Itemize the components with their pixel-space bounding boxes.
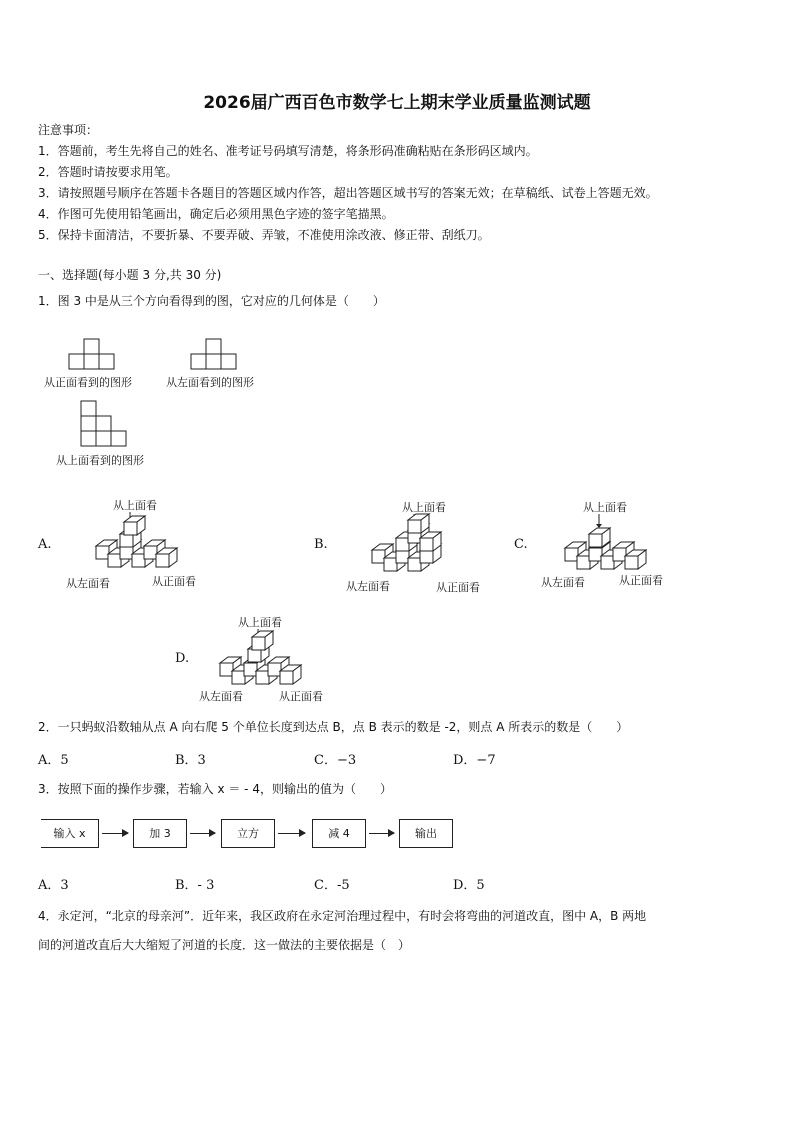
- section-heading: 一、选择题(每小题 3 分,共 30 分): [38, 268, 222, 282]
- left-view-label: 从左面看: [541, 576, 585, 589]
- front-view-label: 从正面看: [436, 581, 480, 594]
- left-view-label: 从左面看: [66, 577, 110, 590]
- option-a-label[interactable]: A.: [38, 537, 52, 552]
- front-view-label: 从正面看: [619, 574, 663, 587]
- option-c-label[interactable]: C.: [514, 537, 528, 552]
- notice-item: 4．作图可先使用铅笔画出，确定后必须用黑色字迹的签字笔描黑。: [38, 207, 394, 221]
- unit-cube: [252, 631, 273, 650]
- q2-option-b[interactable]: B．3: [175, 753, 206, 768]
- flow-arrow: [278, 833, 305, 834]
- flow-arrow: [190, 833, 215, 834]
- front-view-caption: 从正面看到的图形: [44, 376, 132, 389]
- top-view-caption: 从上面看到的图形: [56, 454, 144, 467]
- front-view-label: 从正面看: [279, 690, 323, 703]
- notice-item: 1．答题前，考生先将自己的姓名、准考证号码填写清楚，将条形码准确粘贴在条形码区域内。: [38, 144, 538, 158]
- front-view-figure: [68, 338, 118, 370]
- left-view-figure: [190, 338, 240, 370]
- page-title: 2026届广西百色市数学七上期末学业质量监测试题: [203, 93, 591, 113]
- question-2-text: 2．一只蚂蚁沿数轴从点 A 向右爬 5 个单位长度到达点 B，点 B 表示的数是 -2，则点 A 所表示的数是（ ）: [38, 720, 629, 734]
- top-view-figure: [80, 400, 130, 448]
- notice-item: 2．答题时请按要求用笔。: [38, 165, 178, 179]
- top-view-label: 从上面看: [402, 501, 446, 514]
- flow-add-box: 加 3: [133, 819, 187, 848]
- notice-heading: 注意事项：: [38, 123, 99, 137]
- flow-subtract-box: 减 4: [312, 819, 366, 848]
- option-b-cube-figure: [370, 512, 454, 587]
- option-b-label[interactable]: B.: [314, 537, 328, 552]
- q3-option-a[interactable]: A．3: [38, 878, 69, 893]
- flow-output-box: 输出: [399, 819, 453, 848]
- option-d-label[interactable]: D.: [175, 651, 190, 666]
- question-1-text: 1．图 3 中是从三个方向看得到的图，它对应的几何体是（ ）: [38, 294, 385, 308]
- q3-option-c[interactable]: C．-5: [314, 878, 350, 893]
- question-4-text-line1: 4．永定河，“北京的母亲河”．近年来，我区政府在永定河治理过程中，有时会将弯曲的河道改直，图中 A，B 两地: [38, 909, 647, 923]
- flow-arrow: [102, 833, 128, 834]
- flow-input-box: 输入 x: [41, 819, 99, 848]
- notice-item: 5．保持卡面清洁，不要折暴、不要弄破、弄皱，不准使用涂改液、修正带、刮纸刀。: [38, 228, 490, 242]
- top-view-label: 从上面看: [583, 501, 627, 514]
- q2-option-c[interactable]: C．−3: [314, 753, 357, 768]
- notice-item: 3．请按照题号顺序在答题卡各题目的答题区域内作答，超出答题区域书写的答案无效；在草稿纸、试卷上答题无效。: [38, 186, 658, 200]
- q3-option-d[interactable]: D．5: [453, 878, 485, 893]
- q3-option-b[interactable]: B．- 3: [175, 878, 215, 893]
- left-view-label: 从左面看: [346, 580, 390, 593]
- question-3-text: 3．按照下面的操作步骤，若输入 x ＝ - 4，则输出的值为（ ）: [38, 782, 392, 796]
- left-view-caption: 从左面看到的图形: [166, 376, 254, 389]
- flow-cube-box: 立方: [221, 819, 275, 848]
- top-view-label: 从上面看: [113, 499, 157, 512]
- left-view-label: 从左面看: [199, 690, 243, 703]
- front-view-label: 从正面看: [152, 575, 196, 588]
- flow-arrow: [369, 833, 394, 834]
- question-4-text-line2: 间的河道改直后大大缩短了河道的长度．这一做法的主要依据是（ ）: [38, 938, 411, 952]
- unit-cube: [124, 516, 145, 535]
- q2-option-d[interactable]: D．−7: [453, 753, 496, 768]
- q2-option-a[interactable]: A．5: [38, 753, 69, 768]
- top-view-label: 从上面看: [238, 616, 282, 629]
